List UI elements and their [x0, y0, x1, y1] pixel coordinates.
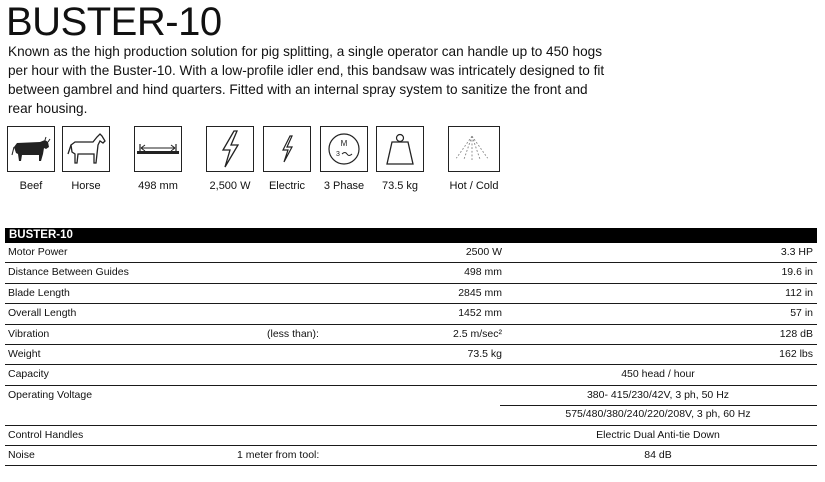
row-label: Weight	[8, 347, 41, 360]
feature-label: Horse	[71, 180, 101, 192]
row-label: Control Handles	[8, 428, 84, 441]
row-imperial: 3.3 HP	[780, 246, 813, 258]
table-row	[5, 345, 817, 365]
spec-table-header: BUSTER-10	[5, 228, 817, 243]
product-description: Known as the high production solution for pig splitting, a single operator can handle up to 450 hogs per hour with the Buster-10. With a low-profile idler end, this bandsaw was intricately designed to fit between gambrel and hind quarters. Fitted with an internal spray system to sanitize the front and rear housing.	[8, 44, 605, 116]
power-icon	[207, 127, 253, 171]
feature-electric	[263, 126, 311, 193]
three-phase-icon	[321, 127, 367, 171]
feature-horse	[62, 126, 110, 193]
row-label: Noise	[8, 448, 35, 461]
feature-beef	[7, 126, 55, 193]
row-note: 1 meter from tool:	[237, 448, 320, 461]
feature-label: Beef	[19, 180, 43, 192]
row-label: Blade Length	[8, 286, 70, 299]
feature-distance	[134, 126, 182, 193]
row-value: 575/480/380/240/220/208V, 3 ph, 60 Hz	[565, 408, 751, 421]
table-row	[5, 365, 817, 385]
feature-label: Hot / Cold	[449, 180, 499, 192]
feature-label: 2,500 W	[209, 180, 251, 192]
table-row	[5, 284, 817, 304]
row-value: 450 head / hour	[621, 368, 695, 381]
electric-icon	[264, 127, 310, 171]
feature-weight	[376, 126, 424, 193]
svg-text:3: 3	[336, 151, 340, 158]
row-label: Vibration	[8, 327, 50, 340]
row-metric: 73.5 kg	[467, 347, 502, 360]
row-value: 84 dB	[644, 448, 672, 461]
feature-label: 3 Phase	[323, 180, 365, 192]
feature-power	[206, 126, 254, 193]
feature-icons	[0, 126, 520, 196]
row-metric: 2500 W	[465, 246, 502, 258]
row-label: Capacity	[8, 368, 49, 381]
row-label: Operating Voltage	[8, 388, 93, 401]
feature-three-phase	[320, 126, 368, 193]
row-imperial: 19.6 in	[781, 266, 813, 279]
table-row	[5, 426, 817, 446]
row-imperial: 128 dB	[779, 327, 813, 340]
table-row	[5, 304, 817, 324]
row-imperial: 57 in	[790, 307, 813, 320]
beef-icon	[8, 127, 54, 171]
table-row	[5, 263, 817, 283]
row-imperial: 162 lbs	[779, 347, 813, 360]
table-row	[5, 386, 817, 405]
spray-icon	[449, 127, 495, 171]
spec-table	[5, 228, 817, 466]
product-title: BUSTER-10	[6, 0, 222, 44]
row-metric: 2845 mm	[458, 286, 502, 299]
row-note: (less than):	[267, 327, 319, 340]
table-row	[5, 325, 817, 345]
row-label: Overall Length	[8, 307, 77, 320]
weight-icon	[377, 127, 423, 171]
feature-label: 498 mm	[138, 180, 178, 192]
table-row	[5, 446, 817, 466]
feature-label: Electric	[268, 180, 306, 192]
row-imperial: 112 in	[785, 286, 813, 299]
row-value: 380- 415/230/42V, 3 ph, 50 Hz	[586, 388, 730, 401]
feature-label: 73.5 kg	[381, 180, 419, 192]
row-metric: 1452 mm	[458, 307, 502, 320]
feature-spray	[448, 126, 500, 193]
row-label: Distance Between Guides	[8, 266, 129, 279]
distance-icon	[135, 127, 181, 171]
table-row	[5, 243, 817, 263]
row-metric: 2.5 m/sec²	[452, 327, 502, 340]
horse-icon	[63, 127, 109, 171]
row-value: Electric Dual Anti-tie Down	[596, 428, 720, 441]
svg-text:M: M	[340, 139, 348, 148]
row-label: Motor Power	[8, 246, 68, 258]
table-row	[5, 405, 817, 425]
row-metric: 498 mm	[464, 266, 502, 279]
